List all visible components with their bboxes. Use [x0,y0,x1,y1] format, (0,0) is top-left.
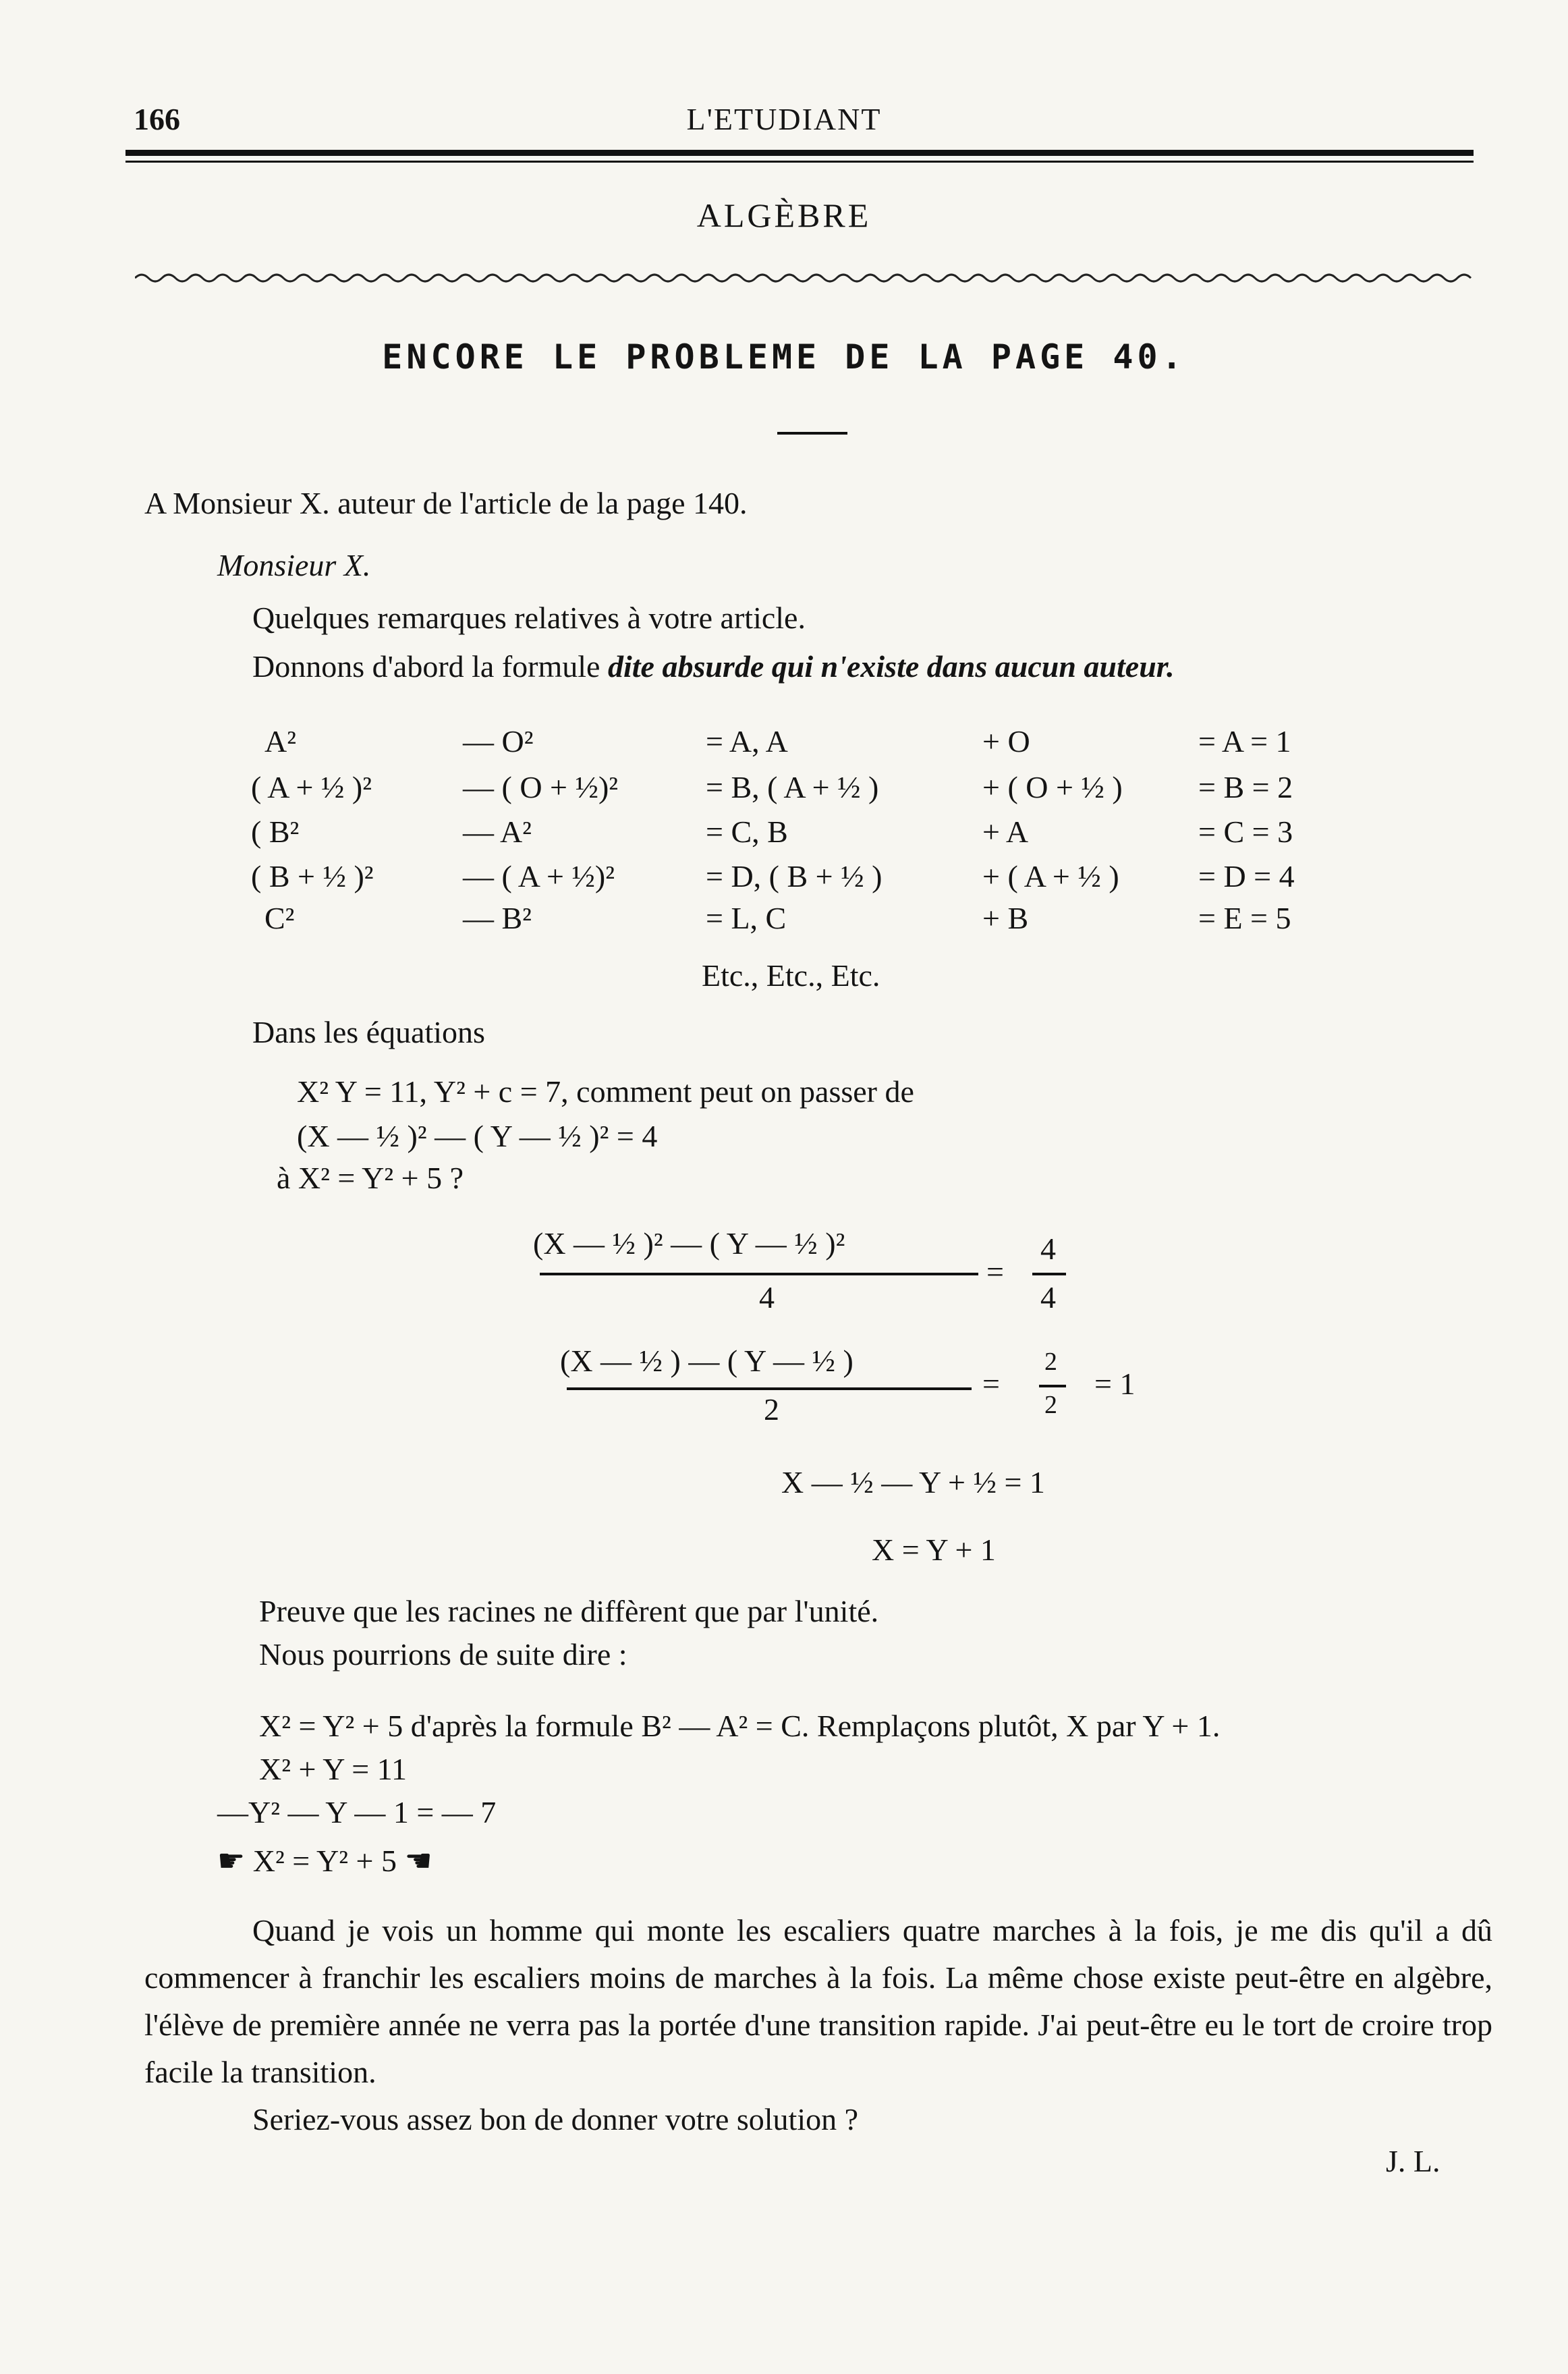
formula-cell: = L, C [706,901,787,935]
fraction-1-equals: = [986,1254,1004,1289]
journal-title: L'ETUDIANT [686,102,882,136]
fraction-1-right-den: 4 [1040,1280,1056,1315]
fraction-1-denominator: 4 [759,1280,775,1315]
formula-cell: + ( O + ½ ) [982,770,1123,804]
header-rule-thin [125,161,1474,163]
equation-line-1: X² Y = 11, Y² + c = 7, comment peut on passer de [297,1074,914,1109]
header-rule-thick [125,150,1474,156]
formula-cell: + A [982,815,1029,849]
equations-intro: Dans les équations [252,1015,485,1049]
fraction-2-denominator: 2 [764,1392,779,1427]
formula-cell: — ( O + ½)² [463,770,619,804]
intro-line-2 [252,648,1175,686]
proof-line-4: X² + Y = 11 [259,1752,407,1786]
formula-cell: = D, ( B + ½ ) [706,859,883,893]
closing-paragraph-2: Seriez-vous assez bon de donner votre solution ? [252,2102,859,2136]
formula-cell: = C = 3 [1198,815,1293,849]
formula-etc: Etc., Etc., Etc. [702,958,880,993]
formula-cell: = E = 5 [1198,901,1291,935]
intro-line-1: Quelques remarques relatives à votre article. [252,601,806,635]
formula-cell: C² [264,901,295,935]
formula-cell: ( B² [251,815,300,849]
proof-line-1: Preuve que les racines ne diffèrent que par l'unité. [259,1594,879,1628]
fraction-2-right-den: 2 [1044,1391,1057,1419]
proof-line-5: —Y² — Y — 1 = — 7 [217,1795,497,1829]
fraction-1-numerator: (X — ½ )² — ( Y — ½ )² [533,1226,845,1261]
equation-line-3: à X² = Y² + 5 ? [277,1161,464,1195]
proof-line-3: X² = Y² + 5 d'après la formule B² — A² = C. Remplaçons plutôt, X par Y + 1. [259,1709,1221,1743]
equation-line-2: (X — ½ )² — ( Y — ½ )² = 4 [297,1119,658,1153]
fraction-2-result: = 1 [1094,1367,1136,1401]
section-title: ALGÈBRE [696,196,872,234]
salutation: Monsieur X. [217,548,371,582]
proof-line-6-text: X² = Y² + 5 [252,1844,397,1878]
fraction-1-right-num: 4 [1040,1232,1056,1266]
pointing-hand-left-icon: ☚ [404,1844,432,1878]
formula-cell: + B [982,901,1029,935]
fraction-2-numerator: (X — ½ ) — ( Y — ½ ) [560,1344,853,1378]
signature: J. L. [1386,2144,1440,2178]
formula-cell: = B, ( A + ½ ) [706,770,879,804]
formula-cell: = B = 2 [1198,770,1293,804]
formula-cell: — O² [463,724,534,758]
pointing-hand-right-icon: ☛ [217,1844,246,1878]
wavy-divider [135,270,1478,286]
title-underline [777,432,847,435]
intro-line-2-italic: dite absurde qui n'existe dans aucun auteur. [607,649,1175,684]
fraction-2-right-bar [1039,1385,1066,1387]
fraction-2-equals: = [982,1367,1000,1401]
formula-cell: — ( A + ½)² [463,859,615,893]
closing-paragraph-1: Quand je vois un homme qui monte les escaliers quatre marches à la fois, je me dis qu'il a dû commencer à franchir les escaliers moins de marches à la fois. La même chose existe peut-être en algèbre, l'élève de première année ne verra pas la portée d'une transition rapide. J'ai peut-être eu le tort de croire trop facile la transition. [144,1913,1492,2089]
formula-cell: ( A + ½ )² [251,770,372,804]
formula-cell: — A² [463,815,532,849]
address-line: A Monsieur X. auteur de l'article de la page 140. [144,486,748,520]
proof-line-6 [217,1842,432,1880]
equation-step-3: X — ½ — Y + ½ = 1 [781,1465,1045,1499]
formula-cell: = A, A [706,724,788,758]
formula-cell: ( B + ½ )² [251,859,374,893]
formula-cell: + ( A + ½ ) [982,859,1119,893]
fraction-2-bar [567,1387,972,1390]
formula-cell: = C, B [706,815,788,849]
formula-cell: + O [982,724,1030,758]
formula-cell: A² [264,724,297,758]
page-number: 166 [134,102,180,136]
fraction-2-right-num: 2 [1044,1348,1057,1376]
proof-line-2: Nous pourrions de suite dire : [259,1637,627,1672]
equation-step-4: X = Y + 1 [872,1533,996,1567]
article-title: ENCORE LE PROBLEME DE LA PAGE 40. [382,337,1186,377]
formula-cell: — B² [463,901,532,935]
formula-cell: = D = 4 [1198,859,1295,893]
intro-line-2-plain: Donnons d'abord la formule [252,649,608,684]
fraction-1-right-bar [1032,1273,1066,1275]
closing-paragraph [144,1907,1492,2143]
formula-cell: = A = 1 [1198,724,1291,758]
formula-table [0,723,1568,966]
fraction-1-bar [540,1273,978,1275]
